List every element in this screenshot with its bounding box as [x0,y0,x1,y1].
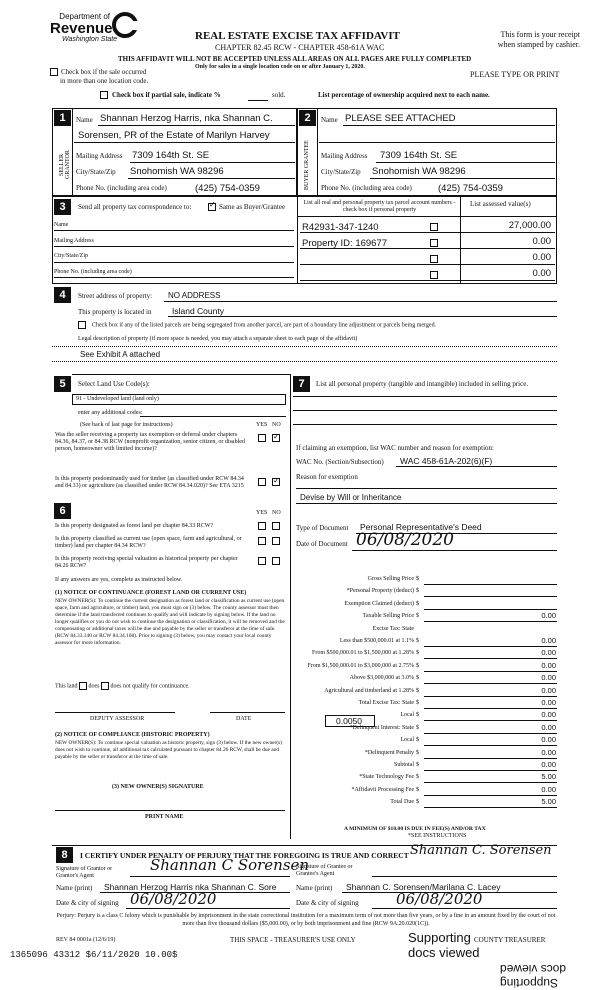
this-land-row: This land does does not qualify for continuance. [55,683,190,690]
tax-row-label: Total Due [390,799,414,806]
grantor-date[interactable]: 06/08/2020 [130,890,217,908]
treasurer-space: THIS SPACE - TREASURER'S USE ONLY [230,936,356,944]
seller-phone[interactable]: (425) 754-0359 [195,183,260,194]
dollar-sign: $ [416,613,419,620]
receipt-note-2: when stamped by cashier. [497,40,580,49]
sold-label: sold. [272,91,286,99]
land-use-label: Select Land Use Code(s): [78,380,150,388]
seller-mailing-label: Mailing Address [76,152,123,160]
grantor-name[interactable]: Shannan Herzog Harris nka Shannan C. Sore [104,882,277,892]
multi-location-check[interactable]: Check box if the sale occurred [50,68,146,76]
tax-row-label: Above $3,000,000 at 3.0% [349,675,414,682]
tax-row-value[interactable]: 0.00 [541,710,556,720]
docs-viewed-overlay: docs viewed [408,945,480,960]
tax-row-label: Taxable Selling Price [362,613,414,620]
dollar-sign: $ [416,662,419,669]
s5-yes-label: YES [256,422,268,428]
section-5-number: 5 [54,376,71,392]
section-3-number: 3 [54,199,71,215]
dollar-sign: $ [416,576,419,582]
certify-statement: I CERTIFY UNDER PENALTY OF PERJURY THAT THE FOREGOING IS TRUE AND CORRECT [80,851,409,860]
wac-value[interactable]: WAC 458-61A-202(6)(F) [400,456,493,466]
multi-location-line2: in more than one location code. [60,77,149,85]
tax-row-label: Agricultural and timberland at 1.28% [324,687,414,694]
s5-q2-no[interactable]: ✓ [273,476,280,485]
grantee-sig-label: Signature of Grantee or Grantee's Agent [296,864,353,877]
dollar-sign: $ [416,749,419,756]
buyer-mailing[interactable]: 7309 164th St. SE [380,150,458,161]
form-title: REAL ESTATE EXCISE TAX AFFIDAVIT [195,30,400,42]
tax-row-label: *Affidavit Processing Fee [351,786,414,793]
tax-row-label: From $500,000.01 to $1,500,000 at 1.28% [312,650,414,657]
s6-q3-no[interactable] [272,557,280,565]
doc-date-label: Date of Document [296,540,348,548]
dollar-sign: $ [416,638,419,644]
county-treasurer: COUNTY TREASURER [474,936,546,944]
parcel-4-check[interactable] [430,271,438,279]
tax-row-value[interactable]: 0.00 [541,698,556,707]
tax-row-label: Local [400,737,414,744]
notice1-body: NEW OWNER(S): To continue the current designation as forest land or classification as current use (open space, farm and agriculture, or timber) land, you must sign on (3) below. The county assessor must then determine if the land transferred continues to qualify and will indicate by signing below. If the land no longer qualifies or you do not wish to continue the designation or classification, it will be removed and the compensating or additional taxes will be due and payable by the seller or transferor at the time of sale. (RCW 84.33.140 or RCW 84.34.108). Prior to signing (3) below, you may contact your local county assessor for more information. [55,598,285,646]
notice2-title: (2) NOTICE OF COMPLIANCE (HISTORIC PROPERTY) [55,732,210,738]
buyer-phone[interactable]: (425) 754-0359 [438,183,503,194]
reason-value[interactable]: Devise by Will or Inheritance [300,493,402,502]
see-back-note: (See back of last page for instructions) [80,422,173,428]
seller-name-2[interactable]: Sorensen, PR of the Estate of Marilyn Harvey [78,130,270,141]
tax-row-value[interactable]: 0.00 [541,722,556,732]
seller-city-label: City/State/Zip [76,168,116,176]
tax-row-value[interactable]: 0.00 [541,760,556,769]
personal-property-label: List all personal property (tangible and intangible) included in selling price. [316,380,529,388]
dollar-sign: $ [416,687,419,694]
tax-row-value[interactable]: 0.00 [541,685,556,695]
reason-label: Reason for exemption [296,473,358,481]
buyer-name-label: Name [321,116,338,124]
parcel-1[interactable]: R42931-347-1240 [302,222,379,233]
seller-phone-label: Phone No. (including area code) [76,184,167,192]
grantor-signature[interactable]: Shannan C Sorensen [150,856,310,874]
s5-q1-yes[interactable] [258,434,266,442]
if-yes-note: If any answers are yes, complete as instructed below. [55,577,183,583]
dollar-sign: $ [416,650,419,657]
value-2[interactable]: 0.00 [532,236,551,247]
form-number: REV 84 0001a (12/6/19) [56,937,116,943]
grantor-sig-label: Signature of Grantor or Grantor's Agent [56,866,113,879]
buyer-side-label: BUYER GRANTEE [304,140,310,190]
dollar-sign: $ [416,712,419,719]
legal-label: Legal description of property (if more space is needed, you may attach a separate sheet to each page of the affidavit) [78,336,358,342]
dor-logo [50,12,140,44]
land-does-check[interactable] [79,682,87,690]
receipt-note-1: This form is your receipt [500,30,580,39]
tax-row-label: Total Excise Tax: State [358,700,414,706]
dept-line2: Revenue [50,20,113,37]
docs-viewed-mirror: docs viewed [500,962,567,976]
see-instructions: *SEE INSTRUCTIONS [408,833,467,839]
land-use-value: 91 - Undeveloped land (land only) [76,396,159,402]
exemption-label: If claiming an exemption, list WAC number and reason for exemption: [296,444,494,452]
tax-row-label: Less than $500,000.01 at 1.1% [339,638,414,644]
s6-question-3: Is this property receiving special valuation as historical property per chapter 84.26 RCW? [55,556,238,569]
new-owner-signature-label: (3) NEW OWNER(S) SIGNATURE [112,784,204,790]
wac-label: WAC No. (Section/Subsection) [296,458,384,466]
s3-mailing-label: Mailing Address [54,238,94,244]
seller-mailing[interactable]: 7309 164th St. SE [132,150,210,161]
s6-q1-yes[interactable] [258,522,266,530]
parcel-3-check[interactable] [430,255,438,263]
doc-type-label: Type of Document [296,524,349,532]
ownership-note: List percentage of ownership acquired next to each name. [318,91,490,99]
tax-row-label: Exemption Claimed (deduct) [344,600,414,607]
dor-logo-icon [112,12,138,38]
supporting-mirror: Supporting [500,976,559,990]
dept-line3: Washington State [62,36,118,43]
parcel-list-header: List all real and personal property tax parcel account numbers - check box if personal property [303,200,456,213]
s6-q2-no[interactable] [272,537,280,545]
grantee-date[interactable]: 06/08/2020 [396,890,483,908]
s5-no-label: NO [272,422,281,428]
section-4-number: 4 [54,287,71,303]
dollar-sign: $ [416,724,419,731]
tax-row-value[interactable]: 5.00 [541,797,556,807]
value-4[interactable]: 0.00 [532,268,551,279]
seller-name-1[interactable]: Shannan Herzog Harris, nka Shannan C. [100,113,273,124]
section-8-number: 8 [56,847,73,863]
grantor-date-label: Date & city of signing [56,899,119,907]
section-1-number: 1 [54,110,71,126]
dollar-sign: $ [416,700,419,706]
section-7-number: 7 [293,376,310,392]
s6-yes-label: YES [256,510,268,516]
please-type: PLEASE TYPE OR PRINT [470,70,560,79]
same-as-buyer-check[interactable]: ✓ Same as Buyer/Grantee [209,200,286,211]
parcel-1-check[interactable] [430,223,438,231]
dollar-sign: $ [416,675,419,682]
tax-row-label: Local [400,712,414,719]
s3-phone-label: Phone No. (including area code) [54,269,132,275]
s5-question-1: Was the seller receiving a property tax exemption or deferral under chapters 84.36, 84.37, or 84.38 RCW (nonprofit organization, senior citizen, or disabled person, homeowner with limited income)? [55,432,245,452]
s6-question-1: Is this property designated as forest land per chapter 84.33 RCW? [55,523,214,529]
tax-row-value[interactable]: 0.00 [541,673,556,683]
s6-q2-yes[interactable] [258,537,266,545]
dept-line1: Department of [59,12,110,21]
buyer-city[interactable]: Snohomish WA 98296 [372,166,466,177]
tax-row-label: *Delinquent Interest: State [349,724,414,731]
s6-question-2: Is this property classified as current use (open space, farm and agricultural, or timber) land per chapter 84.34 RCW? [55,536,242,549]
s6-no-label: NO [272,510,281,516]
tax-row-value[interactable]: 0.00 [541,784,556,794]
only-for-sales: Only for sales in a single location code on or after January 1, 2020. [195,64,365,70]
segregated-check[interactable]: Check box if any of the listed parcels are being segregated from another parcel, are part of a boundary line adjustment or parcels being merged. [78,321,548,329]
local-rate-value: 0.0050 [336,716,362,726]
send-correspondence-label: Send all property tax correspondence to: [78,203,192,211]
grantor-name-label: Name (print) [56,884,93,892]
tax-row-label: *Delinquent Penalty [364,749,414,756]
street-value[interactable]: NO ADDRESS [168,291,221,300]
deputy-date-label: DATE [236,716,252,722]
county-label: This property is located in [78,308,152,316]
s5-q2-yes[interactable] [258,478,266,486]
dollar-sign: $ [416,588,419,595]
notice2-body: NEW OWNER(S): To continue special valuation as historic property, sign (3) below. If the new owner(s) does not wish to continue, all additional tax calculated pursuant to chapter 84.26 RCW, shall be due and payable by the seller or transferor at the time of sale. [55,740,283,760]
street-label: Street address of property: [78,292,153,300]
grantee-signature[interactable]: Shannan C. Sorensen [410,843,552,858]
grantee-name-label: Name (print) [296,884,333,892]
grantee-date-label: Date & city of signing [296,899,359,907]
perjury-notice: Perjury: Perjury is a class C felony which is punishable by imprisonment in the state correctional institution for a maximum term of not more than five years, or by a fine in an amount fixed by the court of not more than five thousand dollars ($5,000.00), or by both imprisonment and fine (RCW 9A.20.020(1C)). [56,913,556,927]
buyer-name[interactable]: PLEASE SEE ATTACHED [345,113,456,124]
assessed-header: List assessed value(s) [470,200,531,208]
additional-codes-label: enter any additional codes: [78,410,143,416]
tax-row-value[interactable]: 0.00 [541,747,556,757]
dollar-sign: $ [416,762,419,768]
grantee-name[interactable]: Shannan C. Sorensen/Marilana C. Lacey [346,882,501,892]
tax-row-label: *Personal Property (deduct) [346,588,414,595]
notice1-title: (1) NOTICE OF CONTINUANCE (FOREST LAND OR CURRENT USE) [55,590,247,596]
land-does-not-check[interactable] [101,682,109,690]
form-subtitle: CHAPTER 82.45 RCW - CHAPTER 458-61A WAC [215,43,385,52]
seller-side-label: SELLER GRANTOR [59,150,71,180]
tax-row-label: From $1,500,000.01 to $3,000,000 at 2.75% [307,662,414,669]
seller-city[interactable]: Snohomish WA 98296 [130,166,224,177]
tax-row-value[interactable]: 5.00 [541,772,556,782]
buyer-mailing-label: Mailing Address [321,152,368,160]
legal-value[interactable]: See Exhibit A attached [80,350,161,359]
s3-name-label: Name [54,222,69,228]
recording-stamp: 1365096 43312 $6/11/2020 10.00$ [10,950,178,960]
doc-type-value[interactable]: Personal Representative's Deed [360,522,482,532]
s3-city-label: City/State/Zip [54,253,88,259]
tax-row-label: Subtotal [393,762,414,768]
tax-row-label: Gross Selling Price [367,576,414,582]
seller-name-label: Name [76,116,93,124]
parcel-2[interactable]: Property ID: 169677 [302,238,388,249]
section-2-number: 2 [299,110,316,126]
doc-date-value[interactable]: 06/08/2020 [356,530,454,550]
tax-row-value[interactable]: 0.00 [541,636,556,645]
section-6-number: 6 [54,503,71,519]
buyer-city-label: City/State/Zip [321,168,361,176]
dollar-sign: $ [416,774,419,781]
warning-line: THIS AFFIDAVIT WILL NOT BE ACCEPTED UNLESS ALL AREAS ON ALL PAGES ARE FULLY COMPLETED [118,55,472,63]
print-name-label: PRINT NAME [145,814,184,820]
s5-q1-no[interactable]: ✓ [273,432,280,441]
partial-sale-check[interactable]: Check box if partial sale, indicate % [100,91,221,99]
value-3[interactable]: 0.00 [532,252,551,263]
tax-row-label: Excise Tax: State [372,625,414,632]
tax-row-value[interactable]: 0.00 [541,660,556,670]
tax-row-value[interactable]: 0.00 [541,735,556,745]
s6-q1-no[interactable] [272,522,280,530]
dollar-sign: $ [416,737,419,744]
s5-question-2: Is this property predominantly used for timber (as classified under RCW 84.34 and 84.33) or agriculture (as classified under RCW 84.34.020)? See ETA 3215 [55,476,244,489]
dollar-sign: $ [416,600,419,607]
county-value[interactable]: Island County [172,306,224,316]
dollar-sign: $ [416,799,419,806]
minimum-note: A MINIMUM OF $10.00 IS DUE IN FEE(S) AND/OR TAX [344,826,486,832]
dollar-sign: $ [416,786,419,793]
supporting-overlay: Supporting [408,930,471,945]
s6-q3-yes[interactable] [258,557,266,565]
buyer-phone-label: Phone No. (including area code) [321,184,412,192]
tax-row-value[interactable]: 0.00 [541,611,556,621]
tax-row-label: *State Technology Fee [359,774,414,781]
tax-row-value[interactable]: 0.00 [541,648,556,658]
value-1[interactable]: 27,000.00 [508,220,551,231]
parcel-2-check[interactable] [430,239,438,247]
deputy-assessor-label: DEPUTY ASSESSOR [90,716,145,722]
